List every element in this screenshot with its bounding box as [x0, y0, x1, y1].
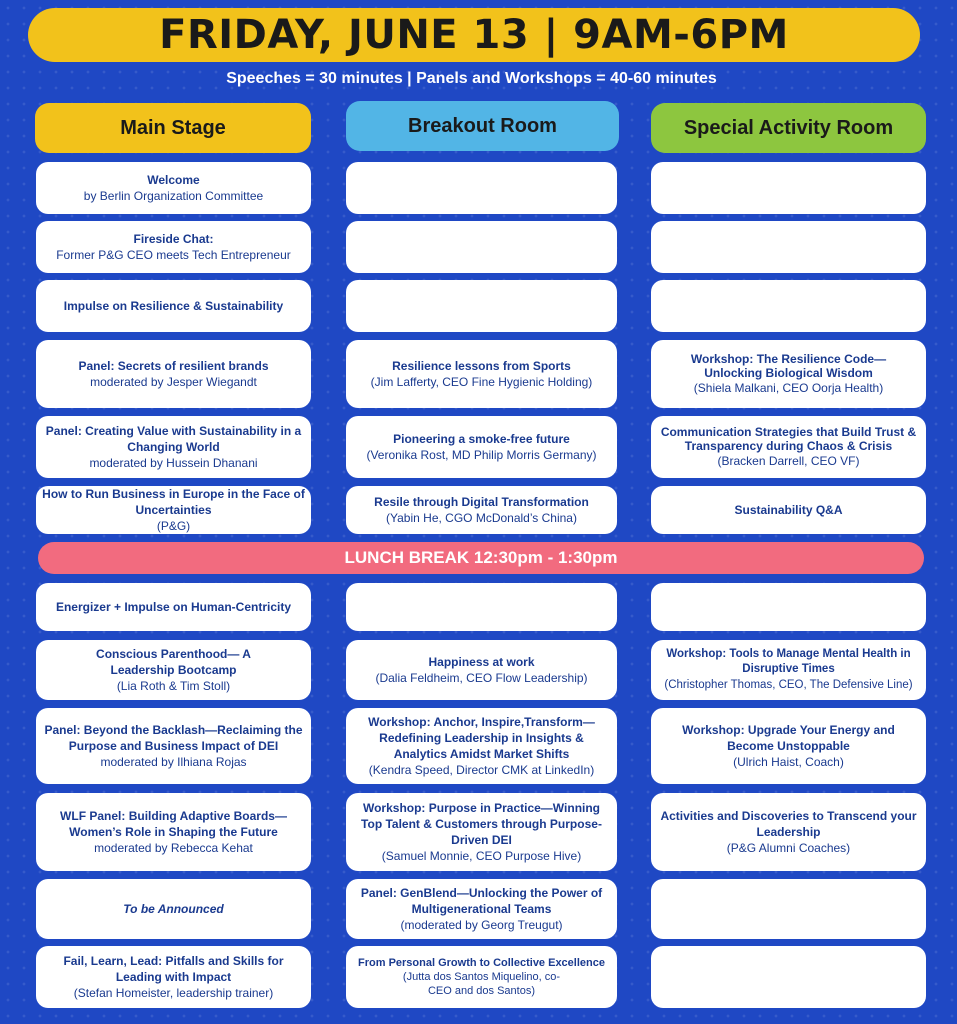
breakout-room-slot [346, 879, 617, 939]
session-title: Conscious Parenthood— A Leadership Bootcamp [96, 646, 251, 677]
special-room-slot [651, 162, 926, 214]
session-speaker: (Christopher Thomas, CEO, The Defensive Line) [664, 678, 913, 691]
main-stage-slot [36, 583, 311, 631]
session-title: Impulse on Resilience & Sustainability [63, 298, 284, 313]
duration-note: Speeches = 30 minutes | Panels and Workshops = 40-60 minutes [226, 70, 717, 87]
main-stage-slot [36, 486, 311, 534]
session-title: Workshop: Purpose in Practice—Winning Top Talent & Customers through Purpose-Driven DEI [361, 800, 602, 847]
session-title: Resilience lessons from Sports [392, 358, 571, 373]
session-speaker: Former P&G CEO meets Tech Entrepreneur [56, 248, 291, 262]
session-title: Fail, Learn, Lead: Pitfalls and Skills for Leading with Impact [63, 953, 284, 984]
lunch-break-bar: LUNCH BREAK 12:30pm - 1:30pm [38, 542, 924, 574]
session-title: Sustainability Q&A [734, 502, 843, 517]
session-title: WLF Panel: Building Adaptive Boards— Women’s Role in Shaping the Future [60, 808, 287, 839]
breakout-room-slot [346, 221, 617, 273]
main-stage-slot [36, 416, 311, 478]
special-room-slot [651, 640, 926, 700]
special-room-slot [651, 879, 926, 939]
session-speaker: (Veronika Rost, MD Philip Morris Germany) [366, 448, 597, 462]
special-room-slot [651, 486, 926, 534]
session-speaker: (Bracken Darrell, CEO VF) [717, 454, 860, 469]
session-title: Workshop: Tools to Manage Mental Health in Disruptive Times [666, 647, 911, 676]
breakout-room-slot [346, 708, 617, 784]
breakout-room-slot [346, 486, 617, 534]
main-stage-slot [36, 280, 311, 332]
special-room-slot [651, 946, 926, 1008]
session-speaker: (Ulrich Haist, Coach) [733, 755, 844, 770]
session-title: Fireside Chat: [133, 231, 214, 246]
breakout-room-slot [346, 280, 617, 332]
special-room-header: Special Activity Room [651, 103, 926, 153]
main-stage-slot [36, 221, 311, 273]
session-title: How to Run Business in Europe in the Face of Uncertainties [42, 486, 305, 517]
main-stage-header: Main Stage [35, 103, 311, 153]
session-speaker: (Samuel Monnie, CEO Purpose Hive) [381, 849, 582, 864]
session-title: Panel: Secrets of resilient brands [78, 358, 269, 373]
main-stage-slot [36, 162, 311, 214]
session-title: From Personal Growth to Collective Excellence [358, 956, 605, 969]
main-stage-slot [36, 708, 311, 784]
main-stage-slot [36, 340, 311, 408]
special-room-slot [651, 583, 926, 631]
breakout-room-slot [346, 416, 617, 478]
breakout-room-slot [346, 793, 617, 871]
main-stage-slot [36, 640, 311, 700]
session-title: Panel: GenBlend—Unlocking the Power of Multigenerational Teams [360, 885, 603, 916]
session-speaker: (Dalia Feldheim, CEO Flow Leadership) [375, 671, 588, 685]
session-title: Activities and Discoveries to Transcend your Leadership [660, 808, 917, 839]
session-speaker: (Jim Lafferty, CEO Fine Hygienic Holding) [370, 375, 593, 389]
session-speaker: (moderated by Georg Treugut) [400, 918, 563, 933]
session-title: Happiness at work [428, 654, 535, 669]
breakout-room-slot [346, 162, 617, 214]
session-speaker: moderated by Hussein Dhanani [89, 456, 258, 471]
session-title: Panel: Creating Value with Sustainability in a Changing World [45, 423, 302, 454]
session-speaker: (Yabin He, CGO McDonald’s China) [386, 511, 577, 525]
session-speaker: (Kendra Speed, Director CMK at LinkedIn) [368, 763, 595, 778]
session-speaker: moderated by Ilhiana Rojas [100, 755, 247, 770]
special-room-slot [651, 708, 926, 784]
session-title: Welcome [147, 172, 200, 187]
session-speaker: (P&G) [156, 519, 191, 534]
session-speaker: (Lia Roth & Tim Stoll) [116, 679, 231, 694]
session-speaker: (P&G Alumni Coaches) [726, 841, 851, 856]
main-stage-slot [36, 879, 311, 939]
session-title: To be Announced [123, 901, 224, 916]
session-title: Workshop: Anchor, Inspire,Transform— Redefining Leadership in Insights & Analytics Amidst Market Shifts [368, 714, 595, 761]
session-title: Panel: Beyond the Backlash—Reclaiming the Purpose and Business Impact of DEI [44, 722, 303, 753]
page-title: FRIDAY, JUNE 13 | 9AM-6PM [28, 8, 920, 62]
session-title: Workshop: The Resilience Code— Unlocking Biological Wisdom [690, 351, 887, 380]
session-title: Pioneering a smoke-free future [393, 431, 570, 446]
session-title: Communication Strategies that Build Trust & Transparency during Chaos & Crisis [660, 424, 917, 453]
special-room-slot [651, 221, 926, 273]
special-room-slot [651, 340, 926, 408]
session-speaker: moderated by Jesper Wiegandt [90, 375, 257, 389]
main-stage-slot [36, 793, 311, 871]
session-speaker: by Berlin Organization Committee [83, 189, 264, 203]
session-title: Workshop: Upgrade Your Energy and Become Unstoppable [682, 722, 895, 753]
session-speaker: (Stefan Homeister, leadership trainer) [73, 986, 274, 1001]
breakout-room-slot [346, 640, 617, 700]
main-stage-slot [36, 946, 311, 1008]
session-title: Energizer + Impulse on Human-Centricity [55, 599, 292, 614]
special-room-slot [651, 416, 926, 478]
breakout-room-header: Breakout Room [346, 101, 619, 151]
session-speaker: moderated by Rebecca Kehat [94, 841, 253, 856]
breakout-room-slot [346, 946, 617, 1008]
session-speaker: (Shiela Malkani, CEO Oorja Health) [693, 381, 884, 396]
special-room-slot [651, 793, 926, 871]
special-room-slot [651, 280, 926, 332]
session-speaker: (Jutta dos Santos Miquelino, co-CEO and dos Santos) [402, 970, 561, 998]
breakout-room-slot [346, 583, 617, 631]
breakout-room-slot [346, 340, 617, 408]
session-title: Resile through Digital Transformation [374, 494, 589, 509]
